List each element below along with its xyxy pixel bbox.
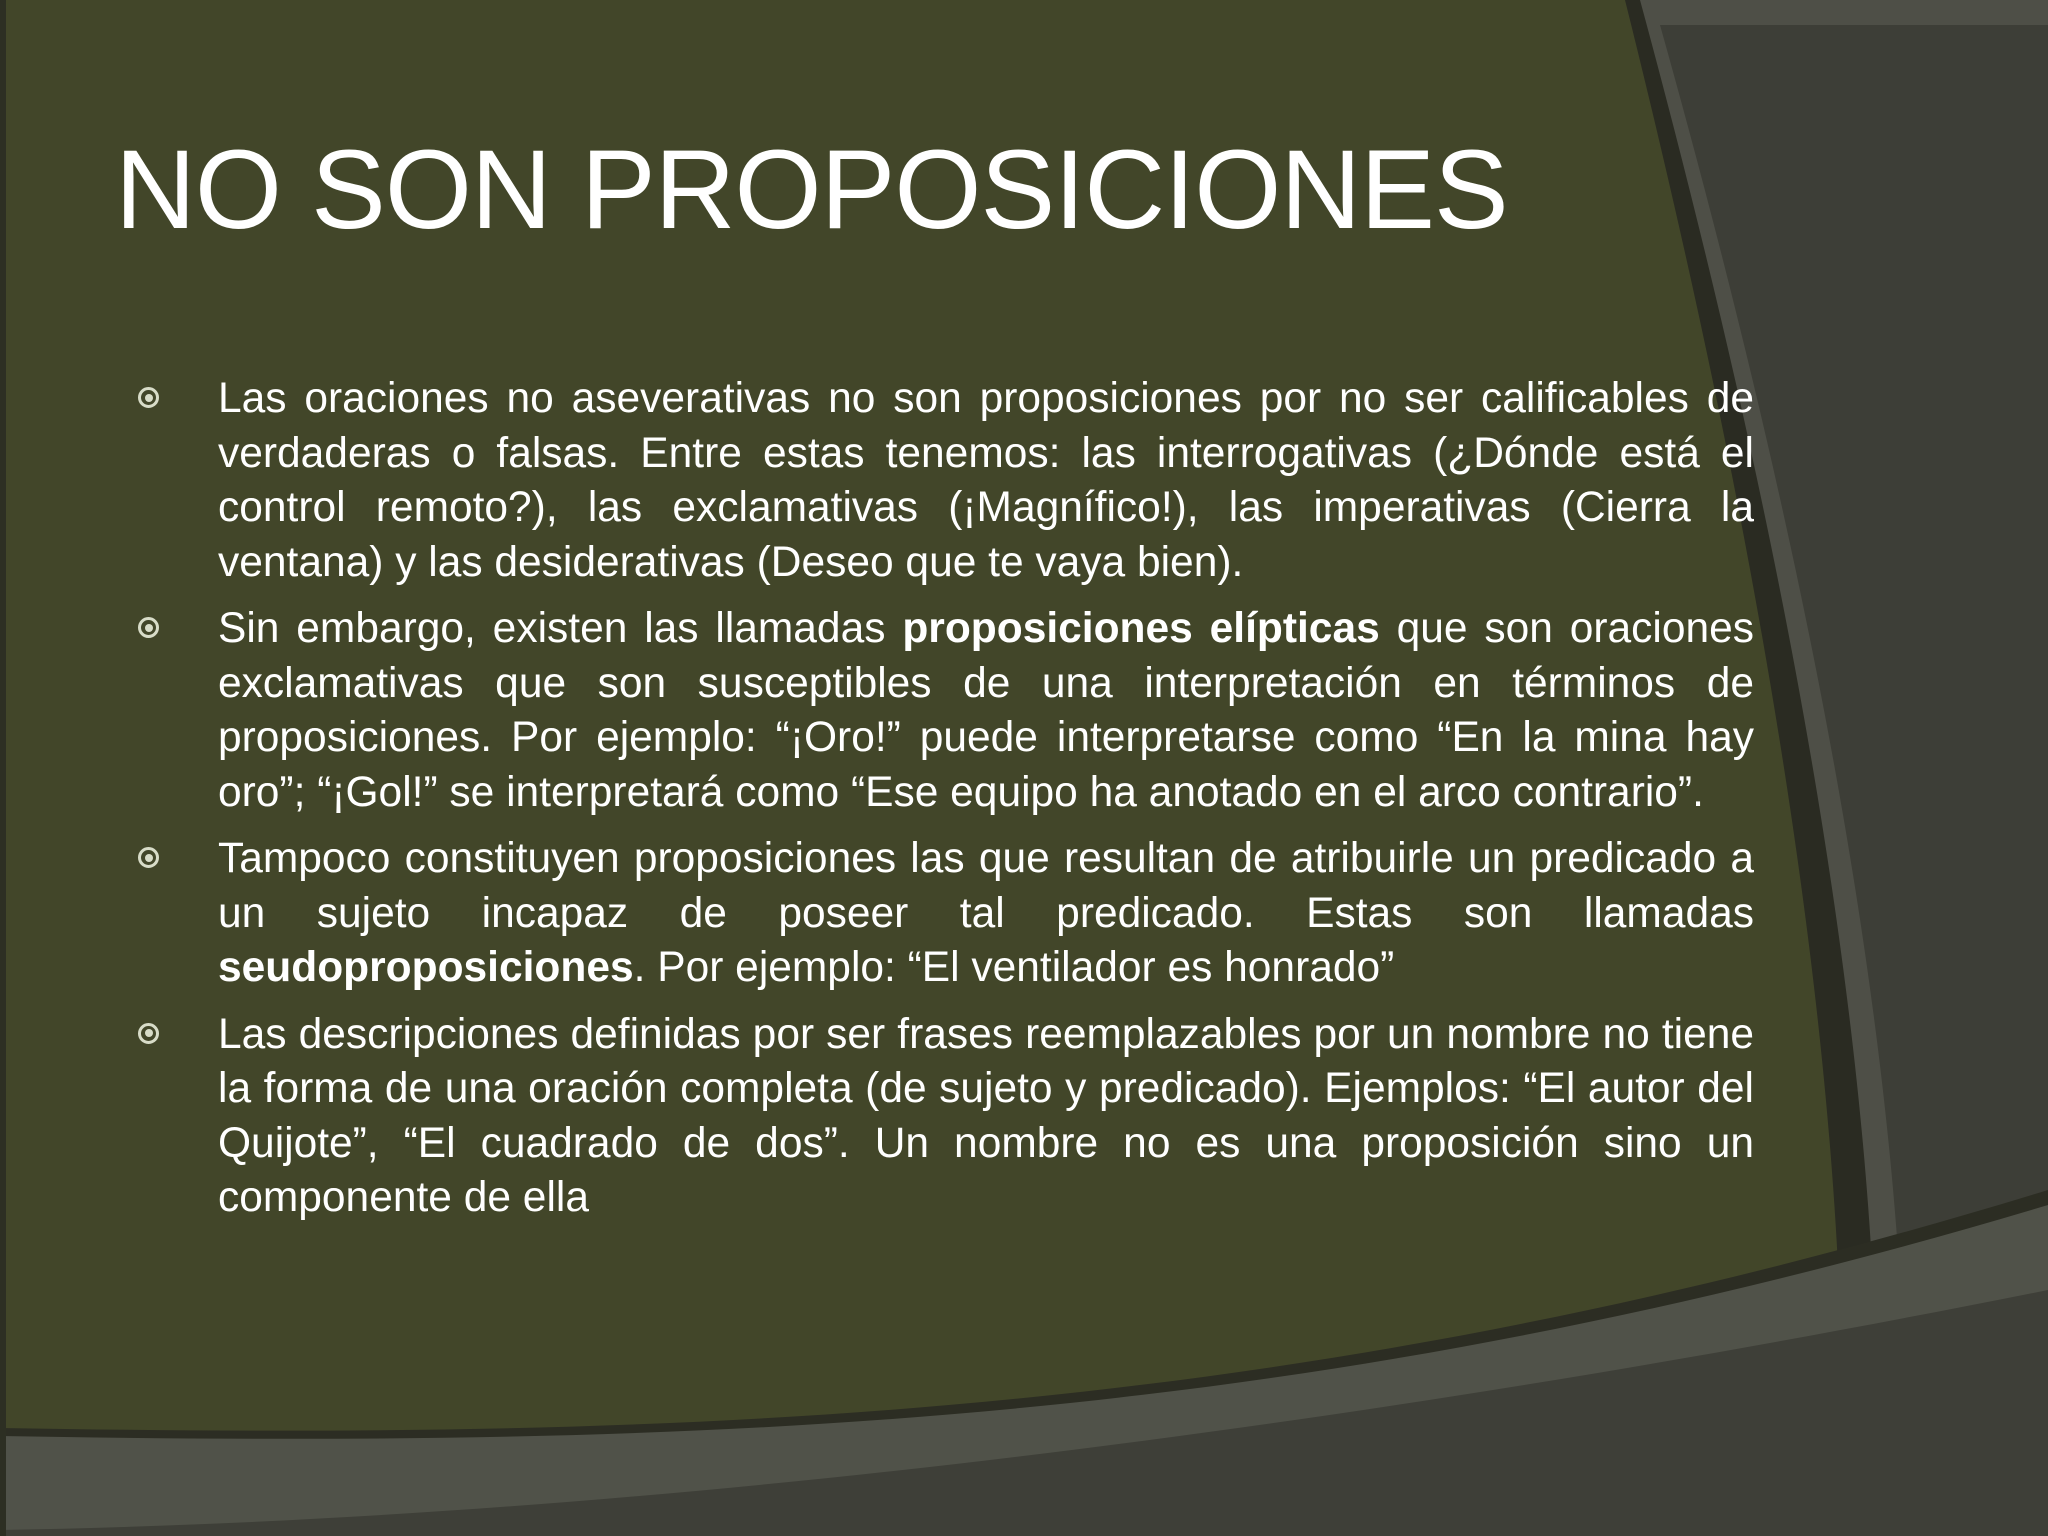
bullet-text: Las descripciones definidas por ser frases reemplazables por un nombre no tiene la forma de una oración completa (de sujeto y predicado). Ejemplos: “El autor del Quijote”, “El cuadrado de dos”. Un nombre no es una proposición sino un componente de ella [218, 1010, 1754, 1221]
bullet-circle-icon [138, 387, 159, 408]
bullet-bold-term: seudoproposiciones [218, 944, 634, 991]
bullet-item [130, 832, 1754, 996]
bullet-text: . Por ejemplo: “El ventilador es honrado” [633, 944, 1395, 991]
bullet-bold-term: proposiciones elípticas [902, 605, 1380, 652]
left-edge-strip [0, 0, 6, 1536]
bullet-circle-icon [138, 847, 159, 868]
bullet-item [130, 372, 1754, 590]
bullet-text: Las oraciones no aseverativas no son proposiciones por no ser calificables de verdaderas o falsas. Entre estas tenemos: las interrogativas (¿Dónde está el control remoto?), las exclamativas (¡Magnífico!), las imperativas (Cierra la ventana) y las desiderativas (Deseo que te vaya bien). [218, 375, 1754, 586]
bullet-circle-icon [138, 1023, 159, 1044]
bullet-item [130, 1008, 1754, 1226]
bullet-item [130, 602, 1754, 820]
bullet-text: que son oraciones exclamativas que son susceptibles de una interpretación en términos de proposiciones. Por ejemplo: “¡Oro!” puede interpretarse como “En la mina hay oro”; “¡Gol!” se interpretará como “Ese equipo ha anotado en el arco contrario”. [218, 605, 1754, 816]
bullet-text: Sin embargo, existen las llamadas [218, 605, 903, 652]
slide-title: NO SON PROPOSICIONES [115, 127, 1508, 252]
bullet-text: Tampoco constituyen proposiciones las que resultan de atribuirle un predicado a un sujeto incapaz de poseer tal predicado. Estas son llamadas [218, 835, 1754, 937]
bullet-circle-icon [138, 617, 159, 638]
bullet-list [130, 372, 1754, 1238]
